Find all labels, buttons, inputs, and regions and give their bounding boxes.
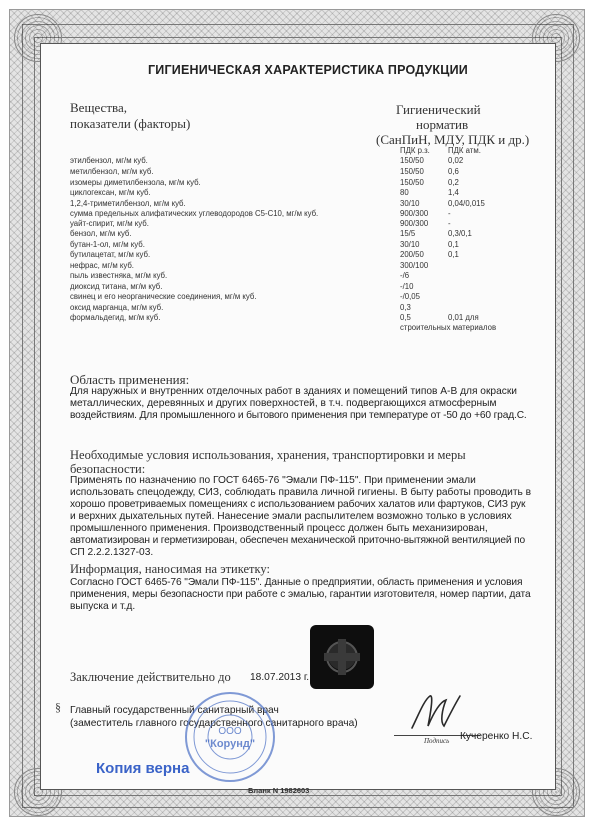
substance-name: сумма предельных алифатических углеводородов С5-С10, мг/м куб. bbox=[70, 209, 319, 218]
substance-name: бутан-1-ол, мг/м куб. bbox=[70, 240, 145, 249]
conditions-text-line: СП 2.2.2.1327-03. bbox=[70, 547, 154, 558]
substance-name: бензол, мг/м куб. bbox=[70, 229, 132, 238]
pdk-rz-value: -/10 bbox=[400, 282, 414, 291]
substance-name: нефрас, мг/м куб. bbox=[70, 261, 134, 270]
pdk-atm-value: 0,02 bbox=[448, 156, 464, 165]
pdk-rz-value: 900/300 bbox=[400, 219, 429, 228]
conditions-text-line: автоматизирован и герметизирован, обеспечен механической приточно-вытяжной вентиляцией по bbox=[70, 535, 525, 546]
pdk-rz-value: 0,5 bbox=[400, 313, 411, 322]
pdk-rz-value: 900/300 bbox=[400, 209, 429, 218]
substance-name: метилбензол, мг/м куб. bbox=[70, 167, 154, 176]
conditions-text-line: Применять по назначению по ГОСТ 6465-76 "Эмали ПФ-115". При применении эмали bbox=[70, 475, 476, 486]
conditions-text-line: использовать спецодежду, СИЗ, соблюдать правила личной гигиены. В быту работы проводить в bbox=[70, 487, 532, 498]
substance-name: формальдегид, мг/м куб. bbox=[70, 313, 161, 322]
pdk-rz-value: 200/50 bbox=[400, 250, 424, 259]
substances-heading-line1: Вещества, bbox=[70, 100, 127, 115]
substance-name: уайт-спирит, мг/м куб. bbox=[70, 219, 149, 228]
label-info-text-line: Согласно ГОСТ 6465-76 "Эмали ПФ-115". Данные о предприятии, область применения и условия bbox=[70, 577, 523, 588]
substance-name: изомеры диметилбензола, мг/м куб. bbox=[70, 178, 201, 187]
company-stamp bbox=[183, 690, 277, 784]
pdk-atm-value: - bbox=[448, 219, 451, 228]
substance-name: диоксид титана, мг/м куб. bbox=[70, 282, 163, 291]
col-header-pdk-atm: ПДК атм. bbox=[448, 146, 481, 155]
label-info-text-line: применения, меры безопасности при работе с эмалью, гарантии изготовителя, номер партии, дата bbox=[70, 589, 531, 600]
validity-label: Заключение действительно до bbox=[70, 670, 231, 684]
scope-text-line: металлических, деревянных и других поверхностей, в т.ч. подвергающихся атмосферным bbox=[70, 398, 497, 409]
pdk-rz-value: 30/10 bbox=[400, 199, 420, 208]
signature-position-line2: (заместитель главного государственного санитарного врача) bbox=[70, 718, 358, 729]
conditions-text-line: хорошо проветриваемых помещениях с использованием рабочих халатов или фартуков, СИЗ рук bbox=[70, 499, 526, 510]
substances-heading-line2: показатели (факторы) bbox=[70, 116, 191, 131]
pdk-atm-value: 1,4 bbox=[448, 188, 459, 197]
substance-name: этилбензол, мг/м куб. bbox=[70, 156, 148, 165]
pdk-atm-value: 0,01 для bbox=[448, 313, 479, 322]
stamp-org: ООО bbox=[218, 726, 242, 737]
substance-name: свинец и его неорганические соединения, мг/м куб. bbox=[70, 292, 257, 301]
pdk-atm-value: - bbox=[448, 209, 451, 218]
hologram-emblem-icon bbox=[310, 625, 374, 689]
pdk-rz-value: 80 bbox=[400, 188, 409, 197]
col-header-pdk-rz: ПДК р.з. bbox=[400, 146, 430, 155]
pdk-rz-value: 30/10 bbox=[400, 240, 420, 249]
pdk-atm-note: строительных материалов bbox=[400, 323, 497, 332]
substance-name: 1,2,4-триметилбензол, мг/м куб. bbox=[70, 199, 186, 208]
conditions-heading-line1: Необходимые условия использования, хранения, транспортировки и меры bbox=[70, 448, 466, 462]
signer-name: Кучеренко Н.С. bbox=[460, 731, 533, 742]
signature-position-line1: Главный государственный санитарный врач bbox=[70, 705, 279, 716]
label-info-heading: Информация, наносимая на этикетку: bbox=[70, 562, 270, 576]
pdk-rz-value: 150/50 bbox=[400, 167, 424, 176]
blank-number: Бланк N 1982603 bbox=[248, 786, 310, 795]
conditions-heading-line2: безопасности: bbox=[70, 462, 146, 476]
hologram-seal bbox=[310, 625, 374, 689]
pdk-rz-value: -/6 bbox=[400, 271, 410, 280]
pdk-atm-value: 0,1 bbox=[448, 240, 459, 249]
substance-name: циклогексан, мг/м куб. bbox=[70, 188, 151, 197]
substance-name: оксид марганца, мг/м куб. bbox=[70, 303, 164, 312]
stamp-name: "Корунд" bbox=[204, 738, 256, 750]
pdk-rz-value: -/0,05 bbox=[400, 292, 420, 301]
conditions-text-line: и верхних дыхательных путей. Нанесение эмали распылителем возможно только в условиях bbox=[70, 511, 512, 522]
norm-heading-line2: норматив bbox=[416, 117, 469, 132]
substance-name: бутилацетат, мг/м куб. bbox=[70, 250, 151, 259]
pdk-rz-value: 150/50 bbox=[400, 156, 424, 165]
label-info-text-line: выпуска и т.д. bbox=[70, 601, 136, 612]
pdk-rz-value: 0,3 bbox=[400, 303, 411, 312]
handwritten-signature-icon bbox=[408, 688, 466, 738]
scope-text-line: Для наружных и внутренних отделочных работ в зданиях и помещений типов А-В для окраски bbox=[70, 386, 517, 397]
pdk-atm-value: 0,3/0,1 bbox=[448, 229, 472, 238]
copy-certified-mark: Копия верна bbox=[96, 760, 190, 777]
pdk-atm-value: 0,04/0,015 bbox=[448, 199, 485, 208]
pdk-rz-value: 150/50 bbox=[400, 178, 424, 187]
signature-flourish-icon: § bbox=[55, 700, 61, 714]
pdk-atm-value: 0,1 bbox=[448, 250, 459, 259]
scope-heading: Область применения: bbox=[70, 372, 190, 387]
pdk-rz-value: 300/100 bbox=[400, 261, 429, 270]
substance-name: пыль известняка, мг/м куб. bbox=[70, 271, 168, 280]
scope-text-line: воздействиям. Для промышленного и бытового применения при температуре от -50 до +60 град.С. bbox=[70, 410, 527, 421]
pdk-rz-value: 15/5 bbox=[400, 229, 416, 238]
pdk-atm-value: 0,2 bbox=[448, 178, 459, 187]
conditions-text-line: промышленного применения. Производственный процесс должен быть механизирован, bbox=[70, 523, 488, 534]
norm-heading-line1: Гигиенический bbox=[396, 102, 481, 117]
norm-heading-line3: (СанПиН, МДУ, ПДК и др.) bbox=[376, 132, 530, 147]
signature-hint: Подпись bbox=[424, 737, 450, 745]
pdk-atm-value: 0,6 bbox=[448, 167, 459, 176]
validity-date: 18.07.2013 г. bbox=[250, 672, 310, 683]
document-title: ГИГИЕНИЧЕСКАЯ ХАРАКТЕРИСТИКА ПРОДУКЦИИ bbox=[148, 63, 468, 77]
